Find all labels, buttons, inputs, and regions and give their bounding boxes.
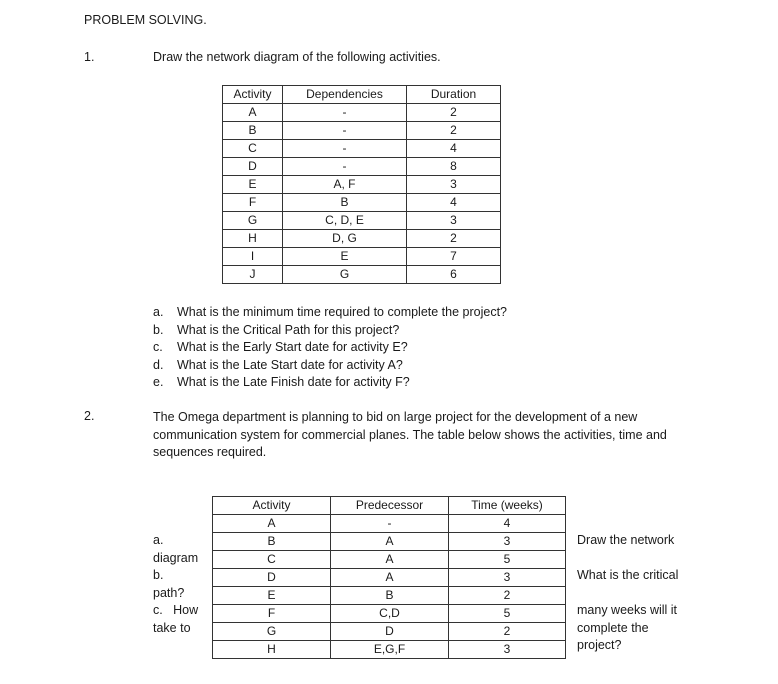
question-item [153, 357, 507, 375]
cell: C [223, 140, 283, 158]
left-fragment: a. [153, 533, 164, 547]
cell: H [213, 641, 331, 659]
cell: A [331, 533, 449, 551]
question-label: d. [153, 357, 164, 372]
cell: 2 [407, 122, 501, 140]
cell: I [223, 248, 283, 266]
cell: D [213, 569, 331, 587]
cell: A [213, 515, 331, 533]
table-header-row [223, 86, 501, 104]
cell: E [223, 176, 283, 194]
cell: B [283, 194, 407, 212]
table-row [213, 641, 566, 659]
page-heading: PROBLEM SOLVING. [84, 13, 207, 27]
cell: 4 [407, 140, 501, 158]
question-text: What is the Critical Path for this project? [177, 322, 400, 337]
cell: E,G,F [331, 641, 449, 659]
cell: B [331, 587, 449, 605]
cell: 5 [449, 605, 566, 623]
cell: 6 [407, 266, 501, 284]
cell: G [283, 266, 407, 284]
cell: 3 [449, 533, 566, 551]
cell: 4 [449, 515, 566, 533]
header-predecessor: Predecessor [331, 497, 449, 515]
question-label: a. [153, 305, 164, 319]
cell: 8 [407, 158, 501, 176]
right-fragment-c [577, 602, 677, 655]
problem-1-questions [153, 304, 507, 392]
table-row [223, 194, 501, 212]
question-label: b. [153, 322, 164, 337]
cell: 3 [449, 641, 566, 659]
problem-1-number: 1. [84, 50, 95, 64]
problem-2-paragraph: The Omega department is planning to bid on large project for the development of a new communication system for commercial planes. The table below shows the activities, time and sequences required. [153, 410, 667, 459]
cell: G [213, 623, 331, 641]
table-row [213, 569, 566, 587]
table-row [223, 122, 501, 140]
problem-2-number: 2. [84, 409, 95, 423]
question-text: What is the Late Finish date for activity F? [177, 375, 410, 390]
cell: D [331, 623, 449, 641]
right-fragment-a: Draw the network [577, 533, 675, 547]
cell: 2 [449, 623, 566, 641]
question-label: e. [153, 375, 164, 390]
header-activity: Activity [223, 86, 283, 104]
table-row [223, 140, 501, 158]
cell: - [283, 140, 407, 158]
cell: 4 [407, 194, 501, 212]
cell: A, F [283, 176, 407, 194]
left-fragment: b. [153, 568, 164, 583]
left-fragment: diagram [153, 550, 199, 565]
question-text: What is the minimum time required to complete the project? [177, 305, 507, 319]
left-fragment: take to [153, 620, 191, 635]
table-row [223, 248, 501, 266]
table-row [223, 212, 501, 230]
table-row [223, 104, 501, 122]
left-fragment: path? [153, 585, 185, 600]
cell: B [213, 533, 331, 551]
activities-table [222, 85, 501, 284]
table-row [213, 623, 566, 641]
right-fragment-b: What is the critical [577, 568, 679, 582]
cell: 2 [449, 587, 566, 605]
cell: D [223, 158, 283, 176]
table-row [223, 230, 501, 248]
question-item [153, 374, 507, 392]
header-time-weeks: Time (weeks) [449, 497, 566, 515]
question-label: c. [153, 340, 163, 355]
table-row [223, 158, 501, 176]
table-row [213, 587, 566, 605]
cell: A [223, 104, 283, 122]
question-text: What is the Late Start date for activity A? [177, 357, 403, 372]
question-item [153, 339, 507, 357]
table-row [213, 533, 566, 551]
cell: E [213, 587, 331, 605]
header-dependencies: Dependencies [283, 86, 407, 104]
problem-1-instruction: Draw the network diagram of the following activities. [153, 50, 441, 64]
cell: B [223, 122, 283, 140]
header-activity: Activity [213, 497, 331, 515]
cell: H [223, 230, 283, 248]
cell: C [213, 551, 331, 569]
cell: 3 [407, 212, 501, 230]
cell: F [213, 605, 331, 623]
cell: D, G [283, 230, 407, 248]
right-fragment-line: complete the [577, 620, 649, 635]
table-row [213, 551, 566, 569]
table-row [213, 605, 566, 623]
cell: C,D [331, 605, 449, 623]
cell: J [223, 266, 283, 284]
table-row [223, 176, 501, 194]
cell: - [331, 515, 449, 533]
cell: 3 [449, 569, 566, 587]
cell: E [283, 248, 407, 266]
question-item [153, 322, 507, 340]
cell: C, D, E [283, 212, 407, 230]
cell: F [223, 194, 283, 212]
question-text: What is the Early Start date for activity E? [177, 340, 408, 355]
header-duration: Duration [407, 86, 501, 104]
table-row [223, 266, 501, 284]
cell: 7 [407, 248, 501, 266]
cell: 2 [407, 230, 501, 248]
cell: 2 [407, 104, 501, 122]
problem-2-left-fragments [153, 532, 198, 638]
cell: - [283, 104, 407, 122]
right-fragment-line: many weeks will it [577, 603, 678, 617]
table-row [213, 515, 566, 533]
omega-activities-table [212, 496, 566, 659]
cell: G [223, 212, 283, 230]
table-header-row [213, 497, 566, 515]
cell: - [283, 122, 407, 140]
cell: A [331, 551, 449, 569]
left-fragment: c. How [153, 603, 199, 618]
question-item [153, 304, 507, 322]
right-fragment-line: project? [577, 638, 622, 653]
cell: 3 [407, 176, 501, 194]
cell: A [331, 569, 449, 587]
cell: - [283, 158, 407, 176]
cell: 5 [449, 551, 566, 569]
